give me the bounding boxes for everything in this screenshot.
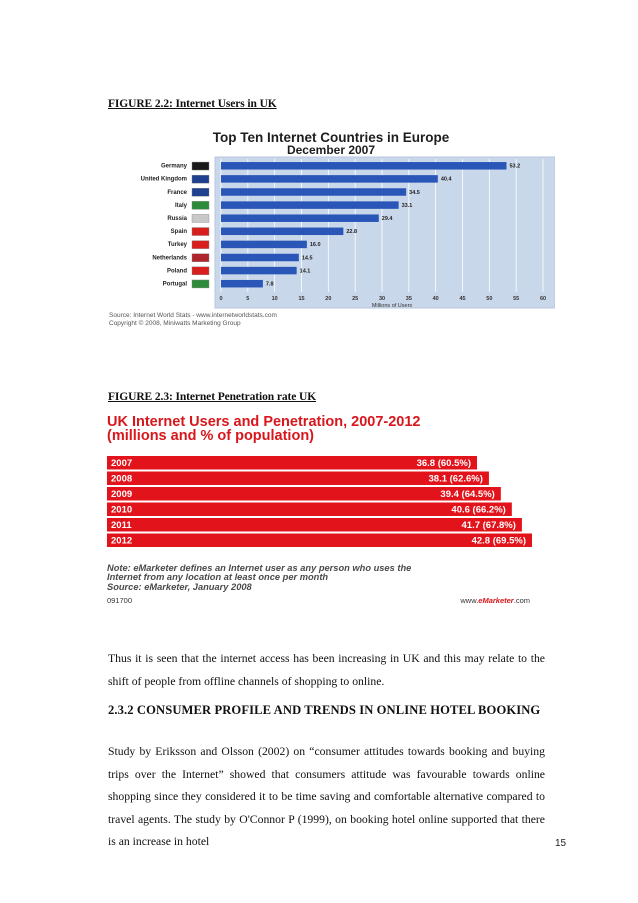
bar xyxy=(221,267,297,275)
country-flag-icon xyxy=(192,228,209,236)
chart-title: Top Ten Internet Countries in Europe xyxy=(212,130,450,145)
country-flag-icon xyxy=(192,175,209,183)
bar xyxy=(221,254,299,262)
year-label: 2008 xyxy=(111,473,133,485)
bar-value-label: 40.6 (66.2%) xyxy=(451,504,506,516)
section-heading: 2.3.2 CONSUMER PROFILE AND TRENDS IN ONLINE HOTEL BOOKING xyxy=(108,703,541,717)
bar xyxy=(221,175,438,183)
bar xyxy=(221,280,263,288)
x-tick-label: 55 xyxy=(513,296,520,302)
page-number: 15 xyxy=(555,838,567,849)
bar-value-label: 33.1 xyxy=(401,202,413,209)
bar-value-label: 38.1 (62.6%) xyxy=(428,473,483,485)
bar xyxy=(107,518,522,532)
chart-note: Note: eMarketer defines an Internet user as any person who uses the xyxy=(107,563,412,573)
country-flag-icon xyxy=(192,267,209,275)
bar xyxy=(107,534,532,548)
year-label: 2010 xyxy=(111,504,133,516)
country-label: Turkey xyxy=(167,242,187,249)
bar-value-label: 40.4 xyxy=(440,176,452,183)
bar-value-label: 16.0 xyxy=(309,242,321,249)
chart-source: Source: eMarketer, January 2008 xyxy=(107,582,252,592)
country-label: Italy xyxy=(174,202,187,209)
x-tick-label: 10 xyxy=(271,296,278,302)
penetration-bar-chart-svg xyxy=(107,454,535,564)
figure-2-3-caption: FIGURE 2.3: Internet Penetration rate UK xyxy=(108,391,317,403)
x-tick-label: 50 xyxy=(486,296,493,302)
year-label: 2009 xyxy=(111,489,133,500)
country-label: Germany xyxy=(160,163,187,170)
x-tick-label: 45 xyxy=(459,296,466,302)
x-tick-label: 35 xyxy=(405,296,412,302)
body-paragraph: Thus it is seen that the internet access has been increasing in UK and this may relate to the shift of people from offline channels of shopping to online. xyxy=(108,652,545,688)
country-flag-icon xyxy=(192,188,209,196)
x-tick-label: 60 xyxy=(539,296,547,302)
bar xyxy=(221,214,379,222)
bar-value-label: 42.8 (69.5%) xyxy=(471,535,526,547)
country-flag-icon xyxy=(192,162,209,170)
country-flag-icon xyxy=(192,254,209,262)
country-label: Spain xyxy=(170,229,187,236)
x-tick-label: 40 xyxy=(432,296,439,302)
bar xyxy=(221,241,307,249)
country-flag-icon xyxy=(192,280,209,288)
country-label: Russia xyxy=(167,215,187,222)
bar xyxy=(221,201,399,209)
x-tick-label: 0 xyxy=(219,296,223,302)
x-tick-label: 25 xyxy=(352,296,359,302)
country-label: Netherlands xyxy=(152,255,187,262)
bar-value-label: 39.4 (64.5%) xyxy=(440,489,495,500)
bar-value-label: 29.4 xyxy=(381,215,393,222)
country-label: United Kingdom xyxy=(140,176,187,183)
year-label: 2011 xyxy=(111,520,132,531)
x-tick-label: 30 xyxy=(378,296,386,302)
country-flag-icon xyxy=(192,214,209,222)
country-flag-icon xyxy=(192,201,209,209)
bar xyxy=(221,162,507,170)
body-paragraph: Study by Eriksson and Olsson (2002) on “consumer attitudes towards booking and buying trips over the Internet” showed that consumers attitude was favourable towards online shopping since they considered it to be time saving and comfortable alternative compared to travel agents. The study by O'Connor P (1999), on booking hotel online supported that there is an increase in hotel xyxy=(108,745,545,848)
bar-value-label: 14.5 xyxy=(301,255,313,262)
bar-value-label: 53.2 xyxy=(509,163,521,170)
bar-value-label: 34.5 xyxy=(409,189,420,196)
chart-note-continued: Internet from any location at least once per month xyxy=(107,572,329,582)
bar-value-label: 22.8 xyxy=(346,229,358,236)
country-label: Poland xyxy=(166,268,187,275)
chart-id: 091700 xyxy=(107,596,133,605)
figure-2-3-chart xyxy=(107,414,535,607)
x-tick-label: 15 xyxy=(298,296,305,302)
bar xyxy=(221,188,406,196)
bar-value-label: 41.7 (67.8%) xyxy=(461,520,516,531)
x-tick-label: 5 xyxy=(246,296,250,302)
bar-chart-svg xyxy=(107,128,555,318)
chart-subtitle: December 2007 xyxy=(286,143,376,157)
figure-2-2-chart xyxy=(107,128,555,333)
chart-title: UK Internet Users and Penetration, 2007-2012 xyxy=(107,414,421,430)
year-label: 2012 xyxy=(111,535,133,547)
chart-copyright: Copyright © 2008, Miniwatts Marketing Group xyxy=(109,320,241,327)
chart-source: Source: Internet World Stats - www.internetworldstats.com xyxy=(109,312,277,319)
bar-value-label: 36.8 (60.5%) xyxy=(416,458,471,469)
country-label: Portugal xyxy=(162,281,187,288)
country-flag-icon xyxy=(192,241,209,249)
bar-value-label: 7.8 xyxy=(265,281,274,288)
bar xyxy=(221,228,343,236)
x-axis-label: Millions of Users xyxy=(371,303,413,309)
bar-value-label: 14.1 xyxy=(299,268,311,275)
chart-subtitle: (millions and % of population) xyxy=(107,428,315,444)
country-label: France xyxy=(167,189,187,196)
figure-2-2-caption: FIGURE 2.2: Internet Users in UK xyxy=(108,98,277,110)
emarketer-logo: www.eMarketer.com xyxy=(460,596,530,605)
x-tick-label: 20 xyxy=(325,296,332,302)
year-label: 2007 xyxy=(111,458,133,469)
